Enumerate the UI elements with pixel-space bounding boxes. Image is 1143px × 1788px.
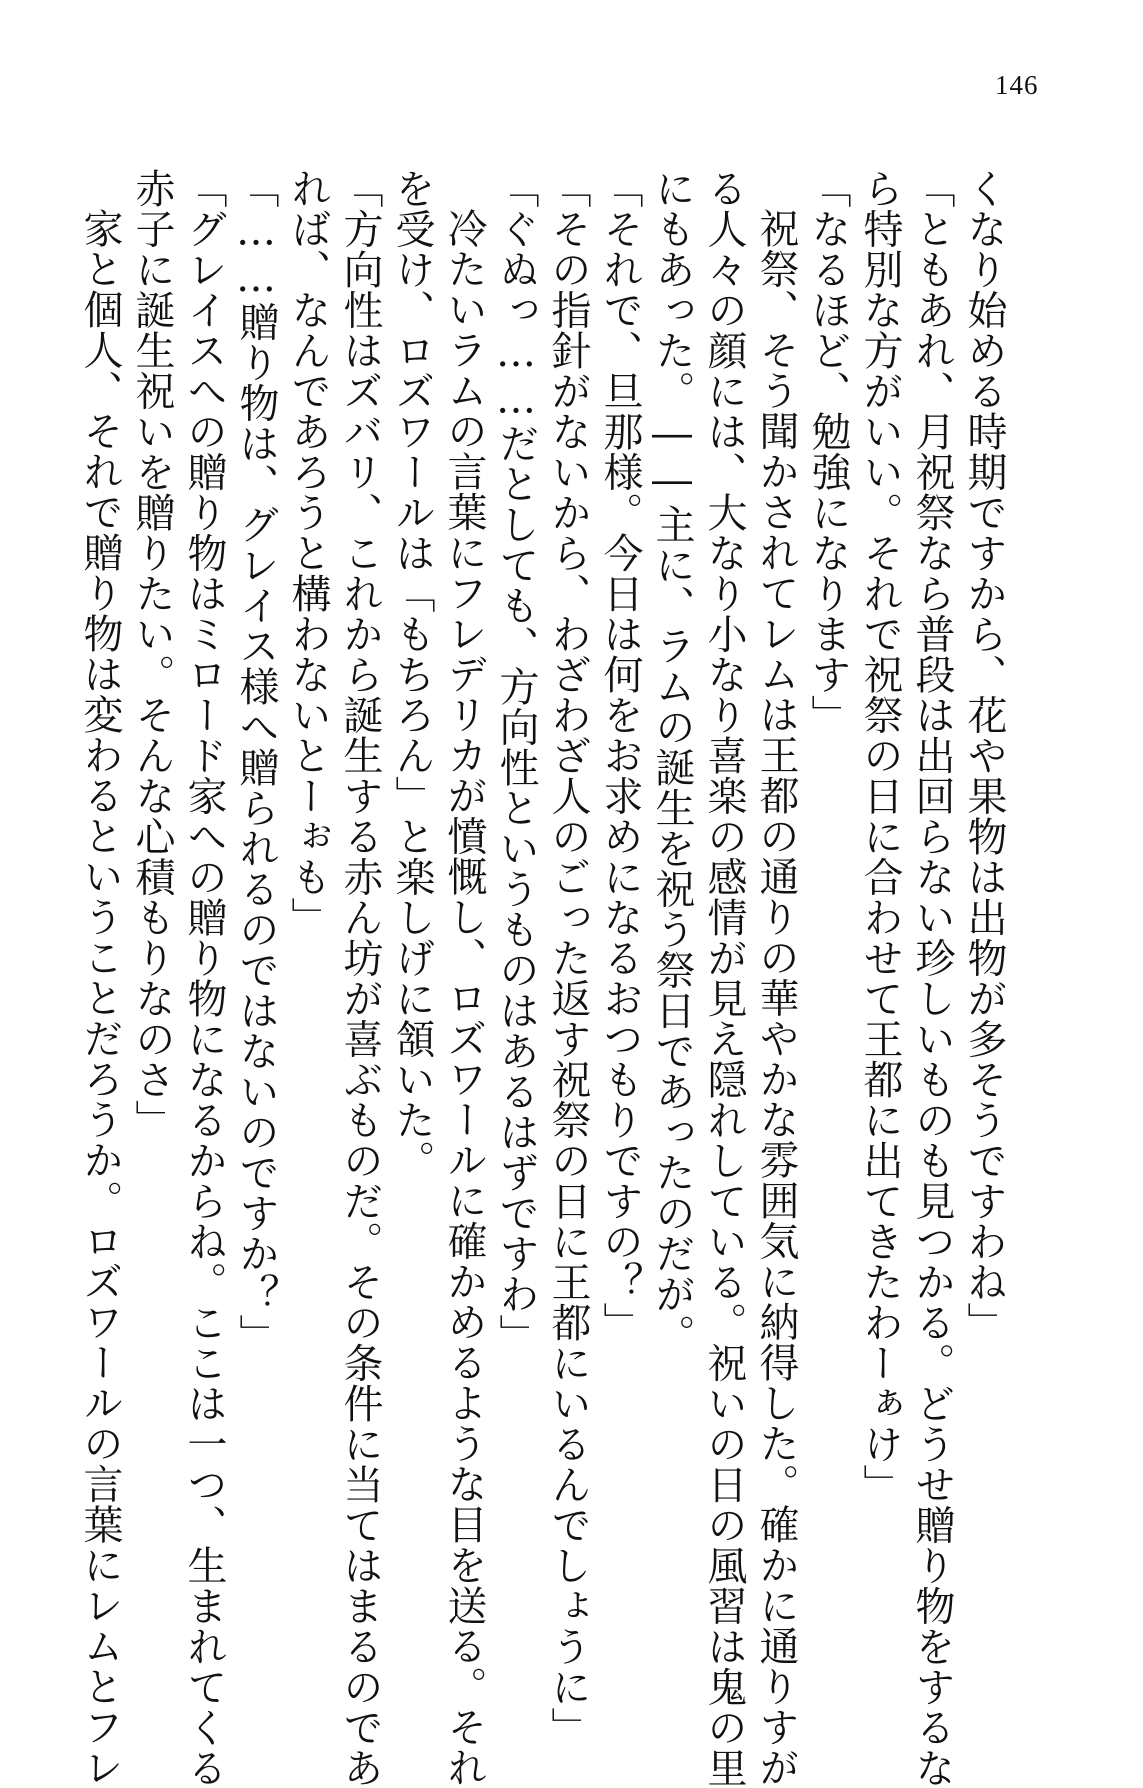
- text-line: れば、なんであろうと構わないとーぉも」: [285, 168, 331, 938]
- text-line: 「ともあれ、月祝祭なら普段は出回らない珍しいものも見つかる。どうせ贈り物をするな: [909, 168, 955, 1788]
- text-line: くなり始める時期ですから、花や果物は出物が多そうですわね」: [961, 168, 1007, 1343]
- text-line: 祝祭、そう聞かされてレムは王都の通りの華やかな雰囲気に納得した。確かに通りすが: [753, 208, 799, 1788]
- text-line: る人々の顔には、大なり小なり喜楽の感情が見え隠れしている。祝いの日の風習は鬼の里: [701, 168, 747, 1788]
- text-line: 赤子に誕生祝いを贈りたい。そんな心積もりなのさ」: [129, 168, 175, 1140]
- text-line: 「それで、旦那様。今日は何をお求めになるおつもりですの？」: [597, 168, 643, 1343]
- text-line: 「なるほど、勉強になります」: [805, 168, 851, 735]
- text-line: 「方向性はズバリ、これから誕生する赤ん坊が喜ぶものだ。その条件に当てはまるのであ: [337, 168, 383, 1788]
- text-line: 「その指針がないから、わざわざ人のごった返す祝祭の日に王都にいるんでしょうに」: [545, 168, 591, 1748]
- text-line: 家と個人、それで贈り物は変わるということだろうか。ロズワールの言葉にレムとフレ: [77, 208, 123, 1788]
- novel-text-block: [77, 168, 1010, 1788]
- text-line: ら特別な方がいい。それで祝祭の日に合わせて王都に出てきたわーぁけ」: [857, 168, 903, 1505]
- text-line: 「ぐぬっ……だとしても、方向性というものはあるはずですわ」: [493, 168, 539, 1355]
- text-line: を受け、ロズワールは「もちろん」と楽しげに頷いた。: [389, 168, 435, 1181]
- text-line: 冷たいラムの言葉にフレデリカが憤慨し、ロズワールに確かめるような目を送る。それ: [441, 208, 487, 1788]
- text-line: にもあった。――主に、ラムの誕生を祝う祭日であったのだが。: [649, 168, 695, 1355]
- text-line: 「……贈り物は、グレイス様へ贈られるのではないのですか？」: [233, 168, 279, 1355]
- text-line: 「グレイスへの贈り物はミロード家への贈り物になるからね。ここは一つ、生まれてくる: [181, 168, 227, 1788]
- page-number: 146: [995, 70, 1039, 100]
